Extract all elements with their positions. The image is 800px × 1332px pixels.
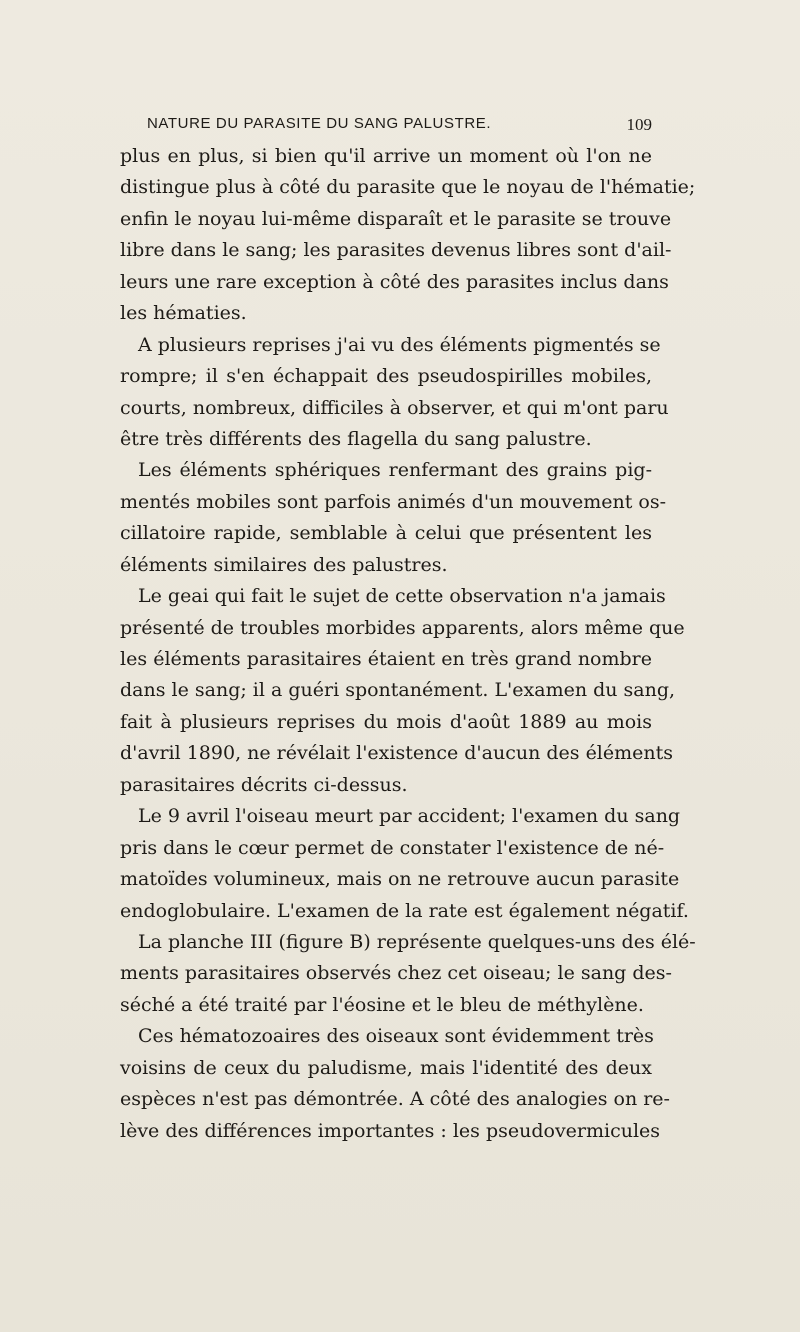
text-line: Le geai qui fait le sujet de cette observation n'a jamais [138, 585, 666, 608]
text-line: d'avril 1890, ne révélait l'existence d'aucun des éléments [120, 742, 674, 765]
text-line: enfin le noyau lui-même disparaît et le parasite se trouve [120, 207, 672, 230]
text-line: parasitaires décrits ci-dessus. [120, 773, 408, 796]
text-line: courts, nombreux, difficiles à observer, et qui m'ont paru [120, 396, 669, 419]
text-line: éléments similaires des palustres. [120, 553, 448, 576]
page-number: 109 [626, 115, 652, 134]
text-line: dans le sang; il a guéri spontanément. L'examen du sang, [120, 679, 676, 702]
text-line: les hématies. [120, 302, 247, 325]
text-line: endoglobulaire. L'examen de la rate est également négatif. [120, 899, 689, 922]
text-line: pris dans le cœur permet de constater l'existence de né- [120, 836, 665, 859]
text-line: mentés mobiles sont parfois animés d'un mouvement os- [120, 490, 667, 513]
text-line: La planche III (figure B) représente quelques-uns des élé- [138, 930, 696, 953]
text-line: fait à plusieurs reprises du mois d'août 1889 au mois [120, 710, 652, 733]
text-line: libre dans le sang; les parasites devenus libres sont d'ail- [120, 239, 672, 262]
running-title: NATURE DU PARASITE DU SANG PALUSTRE. [147, 115, 492, 132]
text-line: séché a été traité par l'éosine et le bleu de méthylène. [120, 993, 644, 1016]
text-line: les éléments parasitaires étaient en très grand nombre [120, 648, 652, 670]
text-line: Ces hématozoaires des oiseaux sont évidemment très [138, 1025, 654, 1048]
text-line: être très différents des flagella du sang palustre. [120, 427, 592, 450]
text-line: ments parasitaires observés chez cet oiseau; le sang des- [120, 962, 672, 985]
body-text [120, 141, 696, 1147]
text-line: matoïdes volumineux, mais on ne retrouve aucun parasite [120, 868, 680, 891]
text-line: lève des différences importantes : les pseudovermicules [120, 1119, 661, 1142]
text-line: cillatoire rapide, semblable à celui que présentent les [120, 522, 652, 545]
running-head [147, 115, 652, 139]
text-line: rompre; il s'en échappait des pseudospirilles mobiles, [120, 365, 652, 388]
text-line: Le 9 avril l'oiseau meurt par accident; l'examen du sang [138, 805, 681, 828]
text-line: A plusieurs reprises j'ai vu des éléments pigmentés se [138, 333, 661, 356]
text-line: espèces n'est pas démontrée. A côté des analogies on re- [120, 1088, 670, 1111]
text-line: Les éléments sphériques renfermant des grains pig- [138, 459, 652, 482]
text-line: distingue plus à côté du parasite que le noyau de l'hématie; [120, 176, 696, 199]
text-line: leurs une rare exception à côté des parasites inclus dans [120, 270, 669, 293]
text-line: présenté de troubles morbides apparents, alors même que [120, 616, 685, 639]
text-line: plus en plus, si bien qu'il arrive un moment où l'on ne [120, 145, 652, 167]
text-line: voisins de ceux du paludisme, mais l'identité des deux [120, 1056, 652, 1079]
